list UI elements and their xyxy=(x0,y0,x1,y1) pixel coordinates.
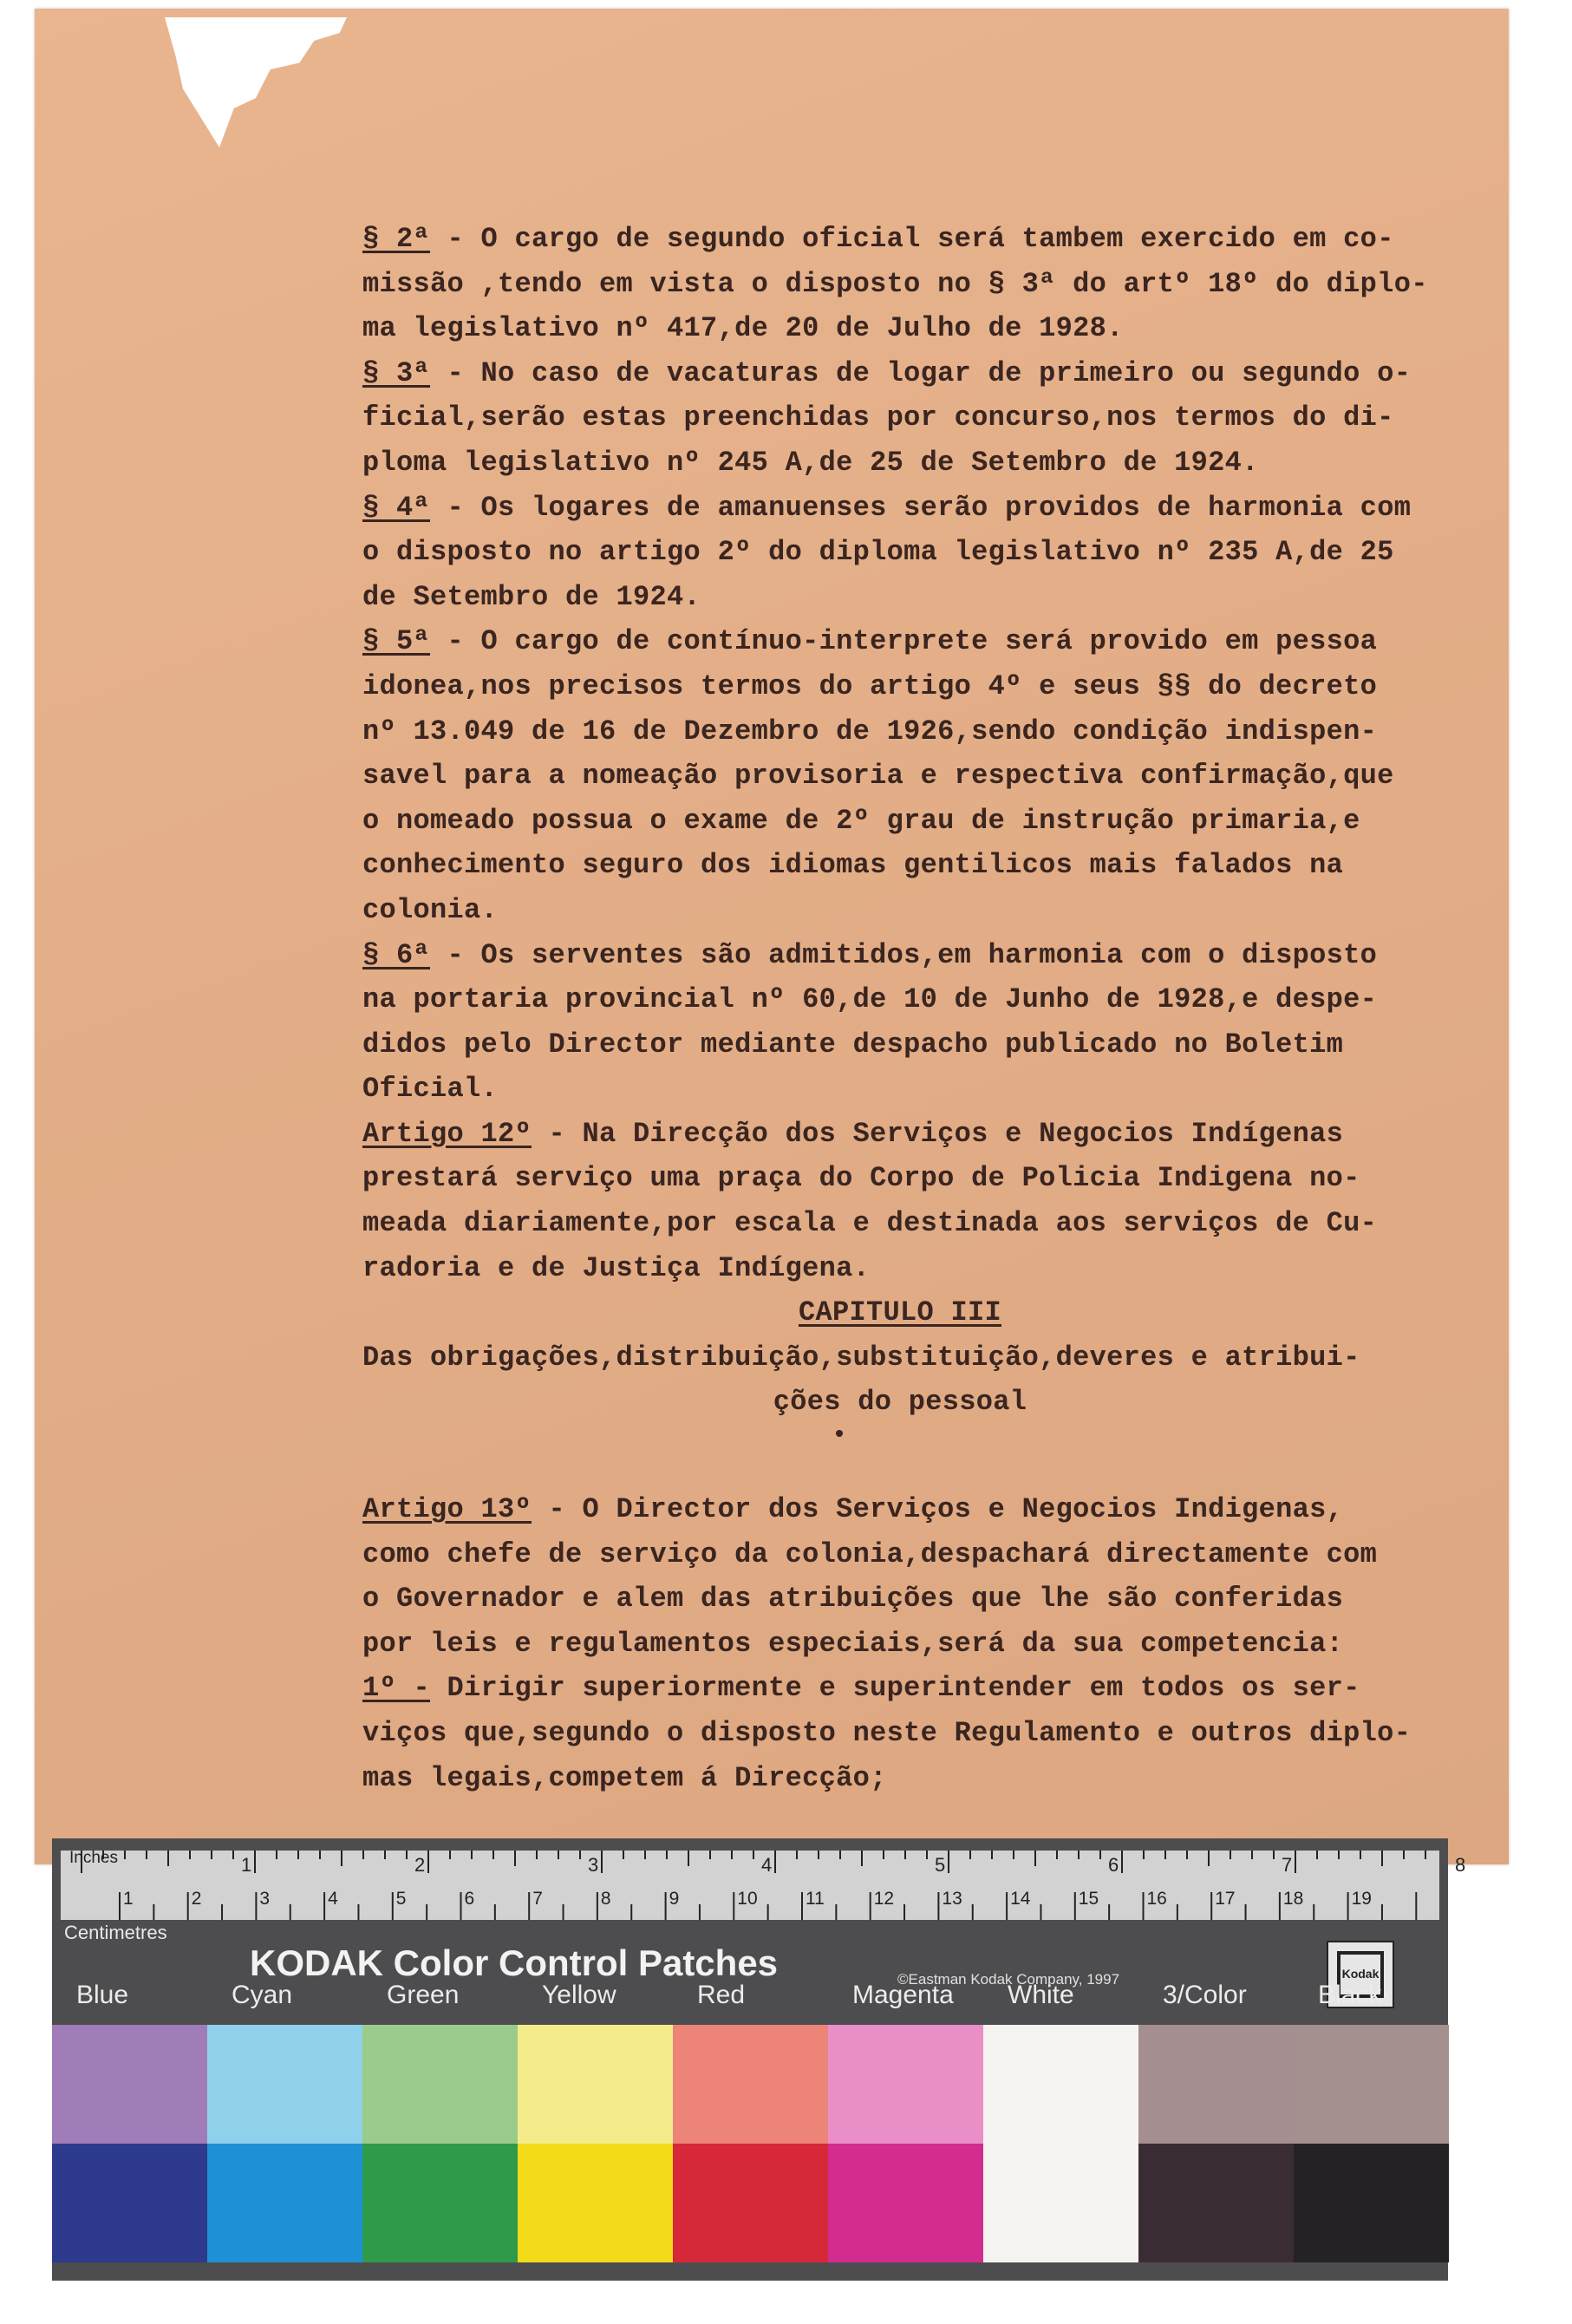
text-line xyxy=(362,754,1490,799)
patch-label: Blue xyxy=(76,1981,129,2009)
color-patch-dark xyxy=(828,2144,983,2262)
line-text: idonea,nos precisos termos do artigo 4º e seus §§ do decreto xyxy=(362,669,1378,702)
line-text: ficial,serão estas preenchidas por concurso,nos termos do di- xyxy=(362,401,1394,434)
text-line xyxy=(362,1067,1490,1112)
text-line xyxy=(362,262,1490,307)
text-line xyxy=(362,306,1490,351)
color-patch-dark xyxy=(1138,2144,1294,2262)
line-text: nº 13.049 de 16 de Dezembro de 1926,sendo condição indispen- xyxy=(362,715,1378,747)
line-text: Dirigir superiormente e superintender em todos os ser- xyxy=(430,1672,1360,1705)
cm-number: 2 xyxy=(191,1889,202,1909)
line-text: colonia. xyxy=(362,893,499,926)
color-patch-dark xyxy=(207,2144,362,2262)
section-marker: § 6ª xyxy=(362,938,431,971)
line-text: meada diariamente,por escala e destinada aos serviços de Cu- xyxy=(362,1207,1378,1240)
line-text: conhecimento seguro dos idiomas gentilicos mais falados na xyxy=(362,849,1344,882)
inch-number: 2 xyxy=(414,1854,426,1876)
cm-number: 5 xyxy=(395,1889,407,1909)
chapter-heading: CAPITULO III xyxy=(798,1296,1002,1329)
text-line xyxy=(362,395,1490,441)
kodak-copyright: ©Eastman Kodak Company, 1997 xyxy=(897,1971,1120,1988)
typed-text-block xyxy=(362,217,1490,1800)
text-line xyxy=(362,575,1490,620)
text-line xyxy=(362,933,1490,978)
text-line xyxy=(362,1622,1490,1667)
kodak-logo-text: Kodak xyxy=(1341,1967,1380,1981)
color-patch-light xyxy=(52,2025,207,2144)
patch-label: Black xyxy=(1318,1981,1382,2009)
text-line xyxy=(362,486,1490,531)
paragraphs-article-13 xyxy=(362,1487,1490,1800)
line-text: como chefe de serviço da colonia,despachará directamente com xyxy=(362,1537,1378,1570)
patch-label: Yellow xyxy=(542,1981,616,2009)
color-patch-dark xyxy=(518,2144,673,2262)
color-patch-light xyxy=(518,2025,673,2144)
line-text: didos pelo Director mediante despacho publicado no Boletim xyxy=(362,1028,1344,1061)
chapter-title-line-2: ções do pessoal xyxy=(773,1386,1027,1419)
chapter-title-line-1: Das obrigações,distribuição,substituição,deveres e atribui- xyxy=(362,1341,1360,1374)
color-patch-light xyxy=(673,2025,828,2144)
color-patch-light xyxy=(983,2025,1138,2144)
text-line xyxy=(362,1756,1490,1801)
color-patch-light xyxy=(362,2025,518,2144)
text-line xyxy=(362,619,1490,664)
text-line xyxy=(362,1022,1490,1067)
line-text: radoria e de Justiça Indígena. xyxy=(362,1251,871,1284)
text-line xyxy=(362,351,1490,396)
cm-number: 16 xyxy=(1146,1889,1167,1909)
color-patch-dark xyxy=(52,2144,207,2262)
cm-number: 12 xyxy=(873,1889,895,1909)
patch-label: 3/Color xyxy=(1163,1981,1247,2009)
line-text: - O Director dos Serviços e Negocios Indigenas, xyxy=(532,1493,1344,1526)
patch-label: Green xyxy=(387,1981,460,2009)
text-line xyxy=(362,530,1490,575)
cm-number: 14 xyxy=(1010,1889,1031,1909)
line-text: o Governador e alem das atribuições que lhe são conferidas xyxy=(362,1583,1344,1616)
text-line xyxy=(362,1156,1490,1201)
line-text: mas legais,competem á Direcção; xyxy=(362,1761,887,1794)
text-line xyxy=(362,217,1490,262)
line-text: viços que,segundo o disposto neste Regulamento e outros diplo- xyxy=(362,1717,1412,1749)
patch-label: Magenta xyxy=(852,1981,954,2009)
line-text: o disposto no artigo 2º do diploma legislativo nº 235 A,de 25 xyxy=(362,536,1394,569)
line-text: por leis e regulamentos especiais,será da sua competencia: xyxy=(362,1627,1344,1660)
inch-number: 4 xyxy=(761,1854,773,1876)
line-text: o nomeado possua o exame de 2º grau de instrução primaria,e xyxy=(362,804,1360,837)
color-patch-dark xyxy=(1294,2144,1449,2262)
text-line xyxy=(362,1532,1490,1577)
section-marker: 1º - xyxy=(362,1672,431,1705)
color-patch-light xyxy=(207,2025,362,2144)
section-marker: Artigo 12º xyxy=(362,1117,532,1150)
text-line xyxy=(362,1112,1490,1157)
inch-number: 7 xyxy=(1282,1854,1293,1876)
cm-number: 19 xyxy=(1351,1889,1372,1909)
line-text: - Na Direcção dos Serviços e Negocios Indígenas xyxy=(532,1117,1344,1150)
color-patch-light xyxy=(1294,2025,1449,2144)
section-marker: § 5ª xyxy=(362,625,431,658)
text-line xyxy=(362,1246,1490,1291)
line-text: ma legislativo nº 417,de 20 de Julho de 1928. xyxy=(362,312,1124,345)
cm-number: 4 xyxy=(328,1889,338,1909)
patch-label: Red xyxy=(697,1981,746,2009)
cm-number: 7 xyxy=(532,1889,543,1909)
cm-number: 15 xyxy=(1078,1889,1099,1909)
text-line xyxy=(362,843,1490,888)
inch-number: 6 xyxy=(1108,1854,1119,1876)
line-text: ploma legislativo nº 245 A,de 25 de Setembro de 1924. xyxy=(362,446,1259,479)
line-text: de Setembro de 1924. xyxy=(362,580,701,613)
section-marker: § 2ª xyxy=(362,223,431,255)
section-marker: § 3ª xyxy=(362,356,431,389)
text-line xyxy=(362,664,1490,709)
document-page xyxy=(35,9,1509,1864)
line-text: - No caso de vacaturas de logar de primeiro ou segundo o- xyxy=(430,356,1412,389)
ruler-ticks xyxy=(61,1851,1466,1920)
ink-dot xyxy=(362,1430,1490,1452)
cm-number: 6 xyxy=(464,1889,475,1909)
text-line xyxy=(362,709,1490,754)
text-line xyxy=(362,441,1490,486)
patch-label: White xyxy=(1008,1981,1074,2009)
cm-number: 17 xyxy=(1215,1889,1236,1909)
section-marker: Artigo 13º xyxy=(362,1493,532,1526)
section-marker: § 4ª xyxy=(362,491,431,524)
torn-corner xyxy=(165,17,347,147)
text-line xyxy=(362,1711,1490,1756)
text-line xyxy=(362,888,1490,933)
line-text: - Os logares de amanuenses serão providos de harmonia com xyxy=(430,491,1412,524)
text-line xyxy=(362,977,1490,1022)
cm-number: 10 xyxy=(737,1889,758,1909)
color-patch-light xyxy=(1138,2025,1294,2144)
inch-number: 8 xyxy=(1455,1854,1466,1876)
cm-number: 1 xyxy=(123,1889,134,1909)
inch-number: 5 xyxy=(935,1854,946,1876)
line-text: savel para a nomeação provisoria e respectiva confirmação,que xyxy=(362,760,1394,793)
kodak-title: KODAK Color Control Patches xyxy=(250,1942,779,1983)
color-patch-dark xyxy=(673,2144,828,2262)
line-text: missão ,tendo em vista o disposto no § 3ª do artº 18º do diplo- xyxy=(362,267,1428,300)
text-line xyxy=(362,1487,1490,1532)
color-patch-light xyxy=(828,2025,983,2144)
color-patch-dark xyxy=(983,2144,1138,2262)
ruler-centimetres-label: Centimetres xyxy=(64,1922,167,1943)
line-text: prestará serviço uma praça do Corpo de Policia Indigena no- xyxy=(362,1162,1360,1195)
inch-number: 3 xyxy=(588,1854,599,1876)
text-line xyxy=(362,1577,1490,1622)
cm-number: 8 xyxy=(600,1889,611,1909)
color-patch-dark xyxy=(362,2144,518,2262)
patch-label: Cyan xyxy=(232,1981,293,2009)
cm-number: 11 xyxy=(806,1889,825,1909)
paragraphs-section-2-to-12 xyxy=(362,217,1490,1290)
inch-number: 1 xyxy=(241,1854,252,1876)
line-text: Oficial. xyxy=(362,1073,499,1106)
cm-number: 13 xyxy=(942,1889,962,1909)
text-line xyxy=(362,1666,1490,1711)
line-text: - Os serventes são admitidos,em harmonia com o disposto xyxy=(430,938,1378,971)
line-text: - O cargo de segundo oficial será tambem exercido em co- xyxy=(430,223,1394,255)
text-line xyxy=(362,1201,1490,1246)
ruler-inches-label: Inches xyxy=(69,1849,118,1867)
line-text: na portaria provincial nº 60,de 10 de Junho de 1928,e despe- xyxy=(362,983,1378,1016)
cm-number: 18 xyxy=(1282,1889,1304,1909)
line-text: - O cargo de contínuo-interprete será provido em pessoa xyxy=(430,625,1378,658)
cm-number: 9 xyxy=(669,1889,680,1909)
kodak-color-target xyxy=(52,1838,1466,2281)
ruler xyxy=(61,1849,1466,1920)
cm-number: 3 xyxy=(259,1889,271,1909)
text-line xyxy=(362,799,1490,844)
